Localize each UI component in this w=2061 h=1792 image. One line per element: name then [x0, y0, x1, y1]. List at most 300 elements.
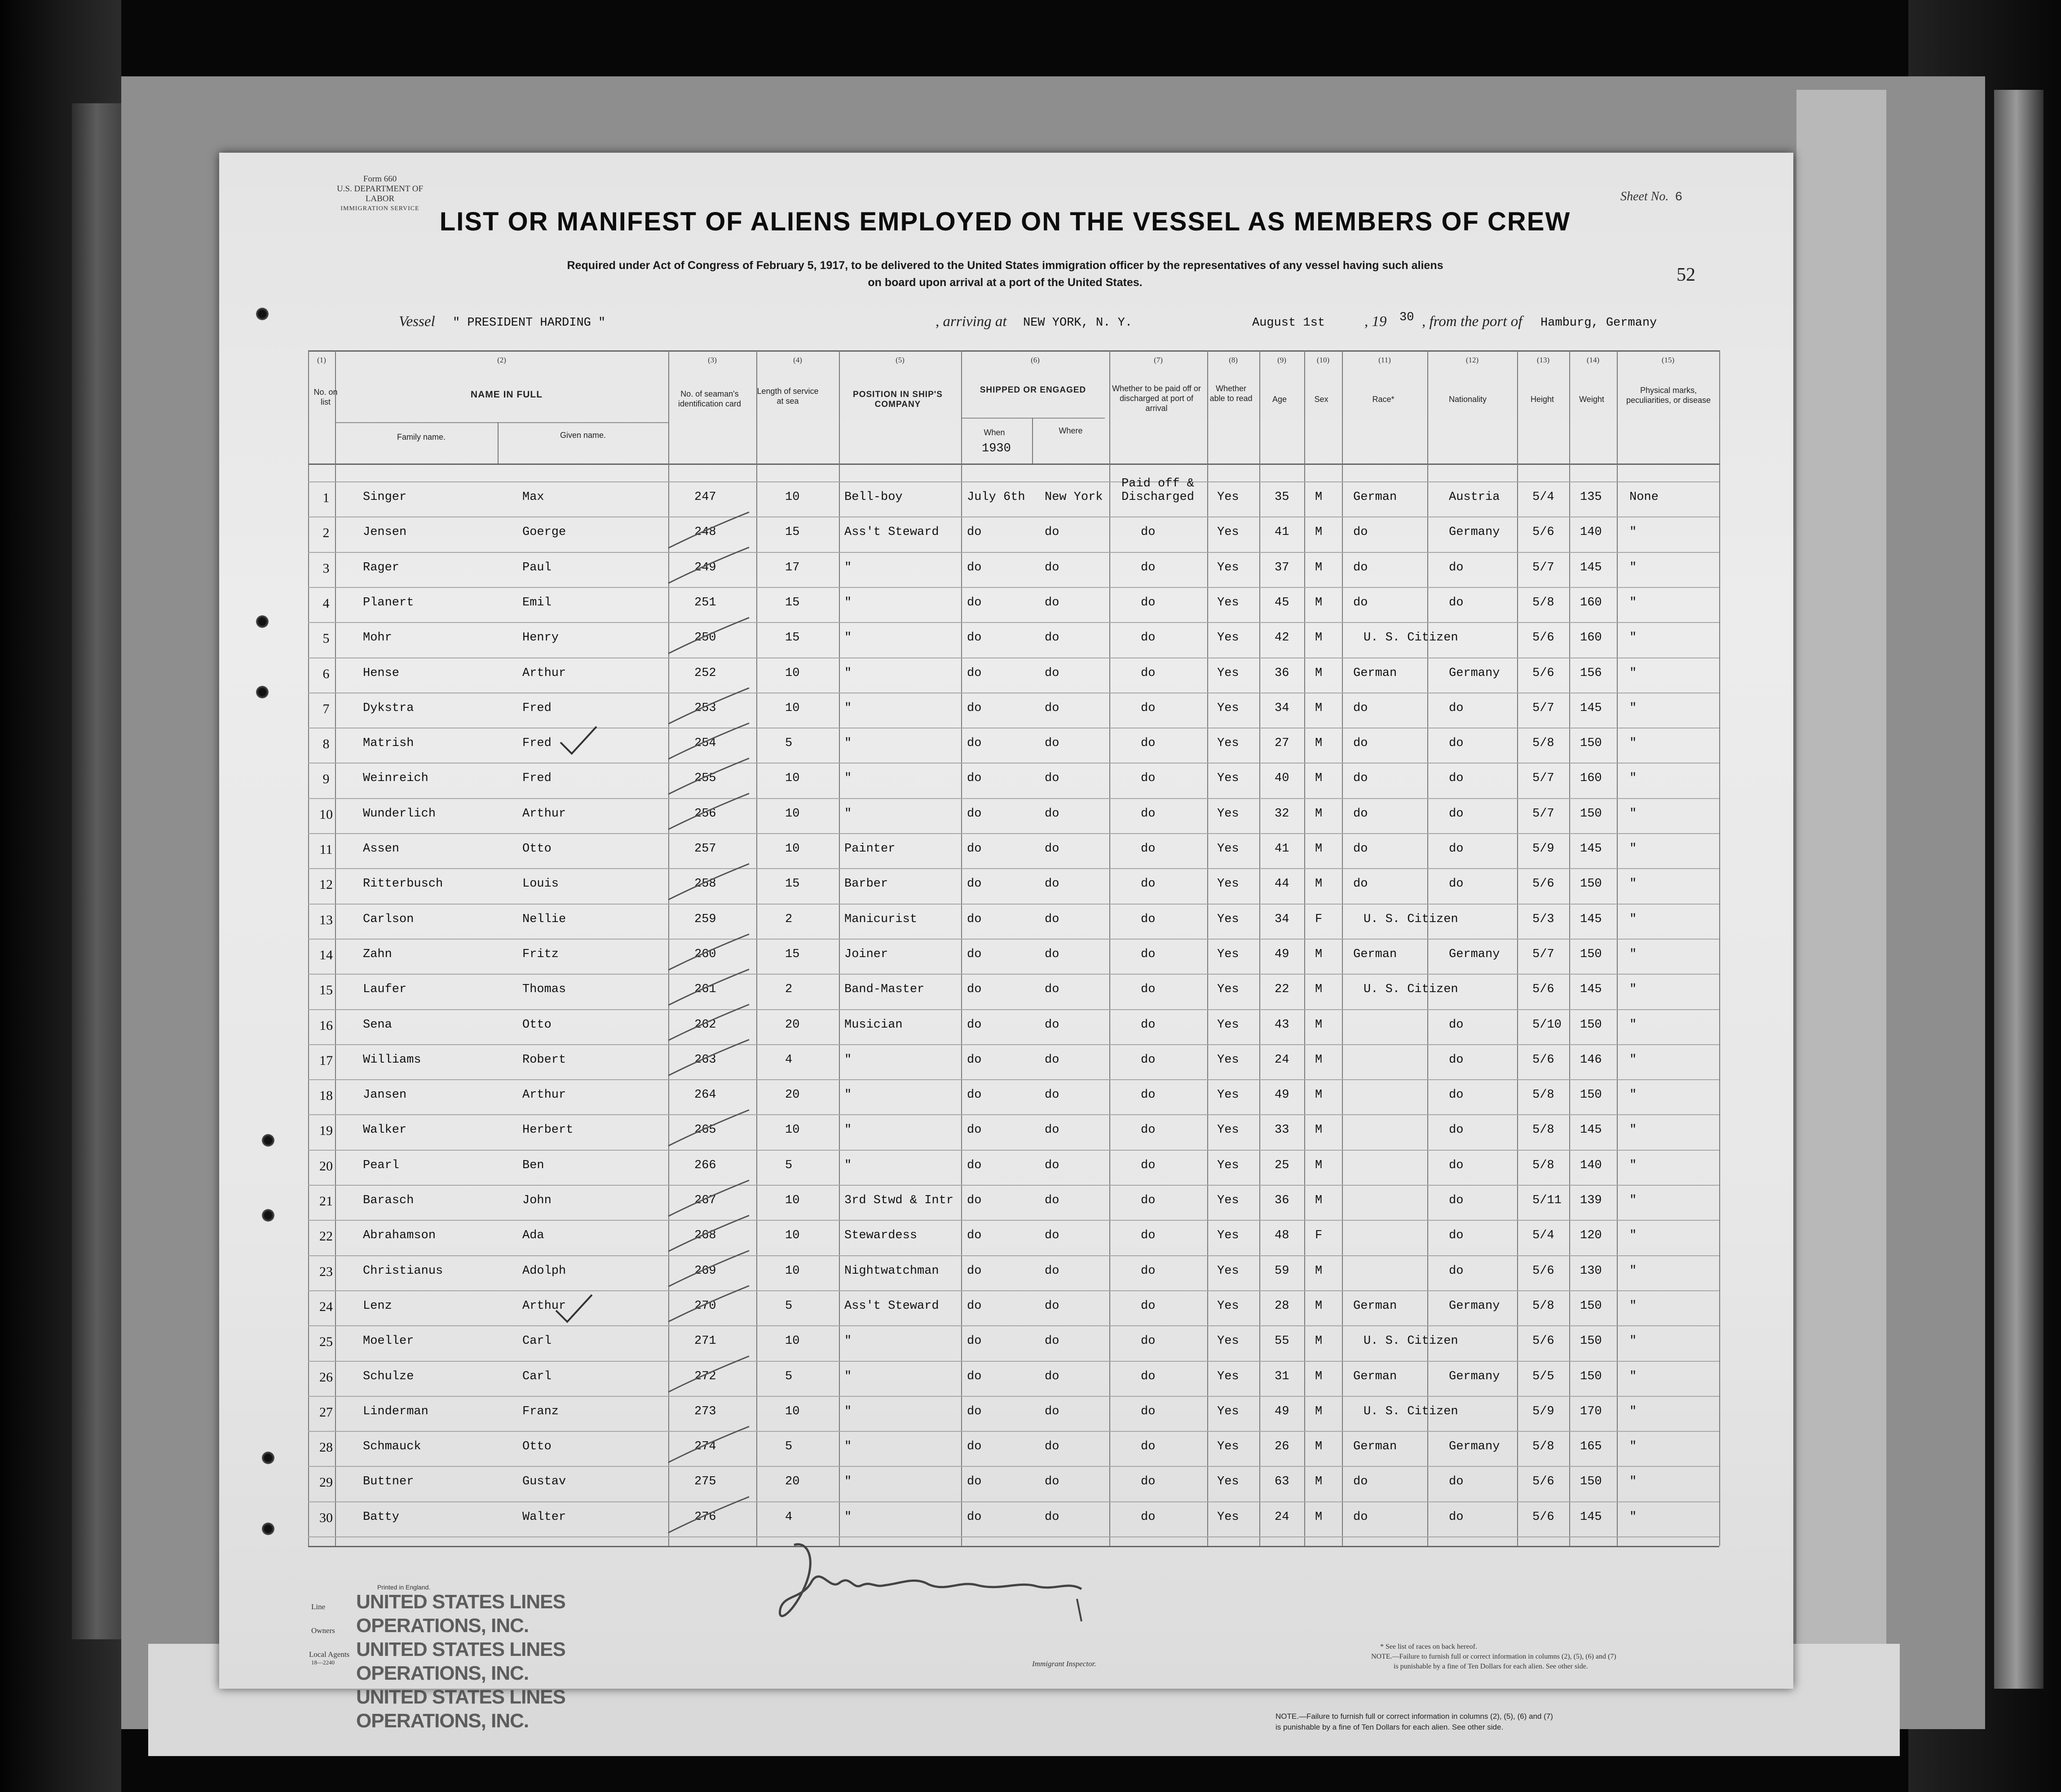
cell-weight: 135	[1580, 490, 1602, 504]
cell-given: Arthur	[522, 666, 566, 680]
underlying-sheet-right	[1796, 90, 1886, 1684]
cell-position: "	[844, 737, 852, 750]
cell-when: do	[967, 1264, 982, 1278]
cell-position: "	[844, 1088, 852, 1102]
cell-sex: M	[1315, 1510, 1323, 1524]
cell-sex: M	[1315, 877, 1323, 891]
cell-no: 5	[322, 631, 330, 646]
cell-when: do	[967, 1334, 982, 1348]
cell-weight: 160	[1580, 631, 1602, 644]
cell-weight: 150	[1580, 1370, 1602, 1383]
cell-when: do	[967, 1475, 982, 1488]
cell-no: 26	[319, 1370, 333, 1385]
header-when: When	[984, 428, 1005, 437]
cell-weight: 156	[1580, 666, 1602, 680]
cell-no: 28	[319, 1440, 333, 1455]
cell-read: Yes	[1217, 1334, 1239, 1348]
cell-height: 5/3	[1532, 913, 1554, 926]
cell-service: 15	[785, 631, 800, 644]
cell-given: Gustav	[522, 1475, 566, 1488]
cell-card: 262	[694, 1018, 716, 1032]
cell-age: 26	[1275, 1440, 1289, 1453]
column-number: (3)	[708, 356, 717, 364]
cell-paid: do	[1141, 1229, 1156, 1242]
cell-sex: M	[1315, 1053, 1323, 1067]
cell-where: do	[1045, 1299, 1059, 1313]
cell-race: do	[1353, 842, 1368, 856]
cell-weight: 120	[1580, 1229, 1602, 1242]
cell-service: 10	[785, 807, 800, 821]
cell-sex: M	[1315, 1405, 1323, 1418]
cell-age: 40	[1275, 772, 1289, 785]
cell-age: 25	[1275, 1159, 1289, 1172]
cell-sex: M	[1315, 807, 1323, 821]
column-number: (12)	[1465, 356, 1479, 364]
cell-height: 5/6	[1532, 1475, 1554, 1488]
underlying-note-line1: NOTE.—Failure to furnish full or correct information in columns (2), (5), (6) and (7)	[1275, 1712, 1553, 1721]
cell-race: do	[1353, 525, 1368, 539]
cell-no: 4	[322, 596, 330, 611]
cell-paid: do	[1141, 877, 1156, 891]
cell-card: 270	[694, 1299, 716, 1313]
cell-given: Goerge	[522, 525, 566, 539]
cell-nationality: do	[1449, 842, 1464, 856]
cell-sex: M	[1315, 1018, 1323, 1032]
cell-paid: do	[1141, 1264, 1156, 1278]
cell-height: 5/6	[1532, 1264, 1554, 1278]
cell-read: Yes	[1217, 702, 1239, 715]
cell-service: 20	[785, 1475, 800, 1488]
cell-height: 5/7	[1532, 772, 1554, 785]
cell-marks: "	[1629, 842, 1637, 856]
cell-read: Yes	[1217, 1194, 1239, 1207]
cell-nationality: do	[1449, 1053, 1464, 1067]
cell-where: do	[1045, 1229, 1059, 1242]
cell-card: 274	[694, 1440, 716, 1453]
cell-card: 258	[694, 877, 716, 891]
cell-given: Arthur	[522, 1088, 566, 1102]
cell-card: 253	[694, 702, 716, 715]
department-name: U.S. DEPARTMENT OF LABOR	[336, 184, 424, 203]
cell-where: do	[1045, 666, 1059, 680]
cell-family: Carlson	[363, 913, 414, 926]
cell-family: Hense	[363, 666, 400, 680]
cell-family: Wunderlich	[363, 807, 436, 821]
cell-sex: M	[1315, 666, 1323, 680]
cell-given: Henry	[522, 631, 559, 644]
cell-service: 15	[785, 948, 800, 961]
cell-paid: do	[1141, 948, 1156, 961]
cell-no: 20	[319, 1159, 333, 1174]
cell-family: Walker	[363, 1123, 407, 1137]
owners-label: Owners	[311, 1626, 335, 1635]
cell-family: Mohr	[363, 631, 392, 644]
cell-where: do	[1045, 1088, 1059, 1102]
underlying-note-line2: is punishable by a fine of Ten Dollars for each alien. See other side.	[1275, 1723, 1504, 1731]
cell-read: Yes	[1217, 1370, 1239, 1383]
cell-paid: do	[1141, 1334, 1156, 1348]
cell-service: 2	[785, 913, 793, 926]
header-age: Age	[1272, 395, 1287, 404]
arrival-date: August 1st	[1252, 316, 1325, 330]
cell-race: do	[1353, 1475, 1368, 1488]
cell-paid: do	[1141, 1018, 1156, 1032]
cell-card: 265	[694, 1123, 716, 1137]
cell-given: Thomas	[522, 983, 566, 996]
cell-paid: do	[1141, 983, 1156, 996]
cell-no: 21	[319, 1194, 333, 1209]
cell-height: 5/8	[1532, 1440, 1554, 1453]
cell-age: 34	[1275, 913, 1289, 926]
cell-card: 263	[694, 1053, 716, 1067]
header-height: Height	[1530, 395, 1554, 404]
cell-sex: M	[1315, 1123, 1323, 1137]
cell-sex: M	[1315, 948, 1323, 961]
cell-when: do	[967, 1123, 982, 1137]
inspector-signature	[767, 1532, 1171, 1644]
cell-nationality: Germany	[1449, 1299, 1500, 1313]
cell-sex: M	[1315, 1299, 1323, 1313]
cell-weight: 130	[1580, 1264, 1602, 1278]
cell-position: "	[844, 631, 852, 644]
cell-marks: "	[1629, 1440, 1637, 1453]
cell-age: 41	[1275, 525, 1289, 539]
cell-when: do	[967, 561, 982, 574]
cell-weight: 145	[1580, 983, 1602, 996]
cell-given: Nellie	[522, 913, 566, 926]
cell-age: 33	[1275, 1123, 1289, 1137]
cell-read: Yes	[1217, 1405, 1239, 1418]
cell-where: New York	[1045, 490, 1103, 504]
cell-sex: F	[1315, 1229, 1323, 1242]
cell-marks: "	[1629, 525, 1637, 539]
arriving-label: , arriving at	[936, 313, 1007, 330]
cell-paid: do	[1141, 737, 1156, 750]
cell-read: Yes	[1217, 1510, 1239, 1524]
cell-where: do	[1045, 877, 1059, 891]
cell-height: 5/7	[1532, 561, 1554, 574]
year-prefix: , 19	[1364, 313, 1387, 330]
cell-position: Ass't Steward	[844, 1299, 939, 1313]
cell-position: Musician	[844, 1018, 903, 1032]
cell-position: "	[844, 1334, 852, 1348]
cell-race: German	[1353, 490, 1397, 504]
header-race: Race*	[1372, 395, 1395, 404]
line-label: Line	[311, 1602, 326, 1611]
cell-when: do	[967, 666, 982, 680]
cell-given: Fritz	[522, 948, 559, 961]
cell-where: do	[1045, 913, 1059, 926]
cell-when: do	[967, 807, 982, 821]
column-number: (2)	[497, 356, 506, 364]
cell-read: Yes	[1217, 913, 1239, 926]
cell-paid: do	[1141, 525, 1156, 539]
cell-height: 5/8	[1532, 1088, 1554, 1102]
cell-nationality: do	[1449, 702, 1464, 715]
cell-age: 49	[1275, 948, 1289, 961]
cell-when: do	[967, 1510, 982, 1524]
cell-weight: 139	[1580, 1194, 1602, 1207]
cell-given: Walter	[522, 1510, 566, 1524]
cell-no: 24	[319, 1299, 333, 1314]
cell-age: 37	[1275, 561, 1289, 574]
cell-service: 15	[785, 525, 800, 539]
cell-marks: "	[1629, 948, 1637, 961]
cell-race: German	[1353, 1440, 1397, 1453]
cell-marks: "	[1629, 1123, 1637, 1137]
cell-weight: 146	[1580, 1053, 1602, 1067]
cell-service: 5	[785, 737, 793, 750]
column-number: (4)	[793, 356, 802, 364]
cell-read: Yes	[1217, 490, 1239, 504]
cell-card: 261	[694, 983, 716, 996]
form-reference: 18—2240	[311, 1659, 335, 1666]
cell-marks: "	[1629, 807, 1637, 821]
cell-nationality: do	[1449, 1475, 1464, 1488]
check-stroke	[668, 1356, 749, 1392]
printed-in-note: Printed in England.	[377, 1584, 431, 1591]
fine-note	[1371, 1642, 1730, 1672]
column-number: (10)	[1316, 356, 1330, 364]
cell-height: 5/8	[1532, 737, 1554, 750]
cell-height: 5/6	[1532, 877, 1554, 891]
cell-height: 5/6	[1532, 983, 1554, 996]
cell-no: 23	[319, 1264, 333, 1279]
check-stroke	[668, 864, 749, 900]
cell-card: 275	[694, 1475, 716, 1488]
cell-marks: "	[1629, 1334, 1637, 1348]
cell-no: 12	[319, 877, 333, 892]
cell-paid: do	[1141, 1194, 1156, 1207]
cell-marks: "	[1629, 666, 1637, 680]
cell-paid: do	[1141, 596, 1156, 609]
cell-given: Max	[522, 490, 544, 504]
cell-age: 55	[1275, 1334, 1289, 1348]
cell-sex: M	[1315, 561, 1323, 574]
cell-sex: M	[1315, 1159, 1323, 1172]
underlying-sheet-note	[1275, 1711, 1770, 1733]
cell-card: 266	[694, 1159, 716, 1172]
cell-read: Yes	[1217, 983, 1239, 996]
page-number: 52	[1677, 265, 1695, 285]
cell-weight: 145	[1580, 1123, 1602, 1137]
cell-marks: "	[1629, 596, 1637, 609]
cell-where: do	[1045, 1264, 1059, 1278]
cell-no: 15	[319, 983, 333, 998]
cell-when: do	[967, 1159, 982, 1172]
cell-no: 17	[319, 1053, 333, 1068]
cell-service: 10	[785, 666, 800, 680]
check-stroke	[668, 1426, 749, 1462]
column-number: (6)	[1031, 356, 1040, 364]
cell-service: 5	[785, 1440, 793, 1453]
cell-service: 15	[785, 596, 800, 609]
cell-family: Schulze	[363, 1370, 414, 1383]
cell-nationality: Germany	[1449, 525, 1500, 539]
cell-race: do	[1353, 737, 1368, 750]
cell-family: Laufer	[363, 983, 407, 996]
cell-marks: "	[1629, 913, 1637, 926]
cell-nationality: do	[1449, 596, 1464, 609]
header-year-written: 1930	[982, 442, 1011, 455]
cell-service: 10	[785, 842, 800, 856]
cell-age: 49	[1275, 1088, 1289, 1102]
cell-card: 251	[694, 596, 716, 609]
cell-when: do	[967, 1299, 982, 1313]
cell-position: 3rd Stwd & Intr	[844, 1194, 954, 1207]
form-number: Form 660	[363, 174, 397, 184]
cell-height: 5/7	[1532, 807, 1554, 821]
cell-height: 5/6	[1532, 1334, 1554, 1348]
cell-when: do	[967, 877, 982, 891]
from-label: , from the port of	[1422, 313, 1523, 330]
cell-height: 5/9	[1532, 1405, 1554, 1418]
cell-nationality: do	[1449, 1510, 1464, 1524]
cell-no: 14	[319, 948, 333, 962]
cell-card: 267	[694, 1194, 716, 1207]
cell-family: Weinreich	[363, 772, 428, 785]
cell-age: 24	[1275, 1510, 1289, 1524]
cell-card: 255	[694, 772, 716, 785]
cell-sex: M	[1315, 1475, 1323, 1488]
check-stroke	[668, 547, 749, 583]
cell-read: Yes	[1217, 666, 1239, 680]
cell-card: 271	[694, 1334, 716, 1348]
cell-paid: do	[1141, 1053, 1156, 1067]
cell-race: do	[1353, 877, 1368, 891]
cell-sex: M	[1315, 490, 1323, 504]
cell-when: July 6th	[967, 490, 1025, 504]
cell-service: 10	[785, 1123, 800, 1137]
cell-position: Bell-boy	[844, 490, 903, 504]
race-note: * See list of races on back hereof.	[1380, 1643, 1477, 1651]
cell-height: 5/8	[1532, 1123, 1554, 1137]
cell-when: do	[967, 842, 982, 856]
cell-read: Yes	[1217, 1475, 1239, 1488]
cell-nationality: Germany	[1449, 948, 1500, 961]
cell-where: do	[1045, 1053, 1059, 1067]
cell-paid: do	[1141, 561, 1156, 574]
check-stroke	[668, 512, 749, 548]
cell-nationality: do	[1449, 877, 1464, 891]
cell-read: Yes	[1217, 948, 1239, 961]
cell-race: do	[1353, 772, 1368, 785]
cell-service: 4	[785, 1510, 793, 1524]
cell-service: 5	[785, 1159, 793, 1172]
cell-no: 30	[319, 1510, 333, 1525]
cell-family: Planert	[363, 596, 414, 609]
cell-no: 13	[319, 913, 333, 927]
arriving-port: NEW YORK, N. Y.	[1023, 316, 1133, 330]
header-able-to-read: Whether able to read	[1209, 384, 1253, 403]
cell-service: 10	[785, 702, 800, 715]
cell-paid: do	[1141, 1440, 1156, 1453]
cell-sex: M	[1315, 1440, 1323, 1453]
cell-no: 2	[322, 525, 330, 540]
cell-weight: 150	[1580, 807, 1602, 821]
check-stroke	[668, 1497, 749, 1533]
cell-paid: do	[1141, 702, 1156, 715]
cell-where: do	[1045, 596, 1059, 609]
cell-weight: 150	[1580, 948, 1602, 961]
check-stroke	[668, 1286, 749, 1322]
cell-weight: 150	[1580, 1475, 1602, 1488]
header-weight: Weight	[1579, 395, 1604, 404]
cell-height: 5/6	[1532, 525, 1554, 539]
cell-where: do	[1045, 1370, 1059, 1383]
cell-position: "	[844, 596, 852, 609]
cell-family: Singer	[363, 490, 407, 504]
cell-marks: "	[1629, 702, 1637, 715]
cell-no: 27	[319, 1405, 333, 1420]
cell-service: 10	[785, 490, 800, 504]
cell-race: do	[1353, 596, 1368, 609]
cell-given: Otto	[522, 1440, 552, 1453]
cell-card: 276	[694, 1510, 716, 1524]
cell-age: 43	[1275, 1018, 1289, 1032]
cell-when: do	[967, 913, 982, 926]
cell-given: Louis	[522, 877, 559, 891]
cell-height: 5/8	[1532, 1159, 1554, 1172]
cell-where: do	[1045, 807, 1059, 821]
cell-paid: do	[1141, 1475, 1156, 1488]
cell-family: Schmauck	[363, 1440, 421, 1453]
cell-paid: do	[1141, 666, 1156, 680]
cell-nationality: do	[1449, 1194, 1464, 1207]
cell-nationality: do	[1449, 1018, 1464, 1032]
cell-marks: None	[1629, 490, 1659, 504]
cell-card: 252	[694, 666, 716, 680]
cell-no: 6	[322, 666, 330, 681]
cell-no: 10	[319, 807, 333, 822]
cell-no: 22	[319, 1229, 333, 1244]
cell-marks: "	[1629, 1405, 1637, 1418]
tick-mark	[556, 1295, 592, 1322]
cell-position: Stewardess	[844, 1229, 918, 1242]
cell-read: Yes	[1217, 1299, 1239, 1313]
cell-read: Yes	[1217, 737, 1239, 750]
cell-given: Fred	[522, 737, 552, 750]
cell-position: "	[844, 1475, 852, 1488]
cell-race: U. S. Citizen	[1364, 1405, 1458, 1418]
cell-service: 10	[785, 772, 800, 785]
cell-given: Arthur	[522, 807, 566, 821]
check-stroke	[668, 934, 749, 970]
cell-where: do	[1045, 772, 1059, 785]
cell-when: do	[967, 1440, 982, 1453]
cell-height: 5/6	[1532, 1053, 1554, 1067]
check-stroke	[668, 618, 749, 653]
cell-read: Yes	[1217, 842, 1239, 856]
cell-where: do	[1045, 525, 1059, 539]
check-stroke	[668, 1005, 749, 1041]
cell-when: do	[967, 631, 982, 644]
cell-service: 15	[785, 877, 800, 891]
cell-family: Williams	[363, 1053, 421, 1067]
header-where: Where	[1059, 426, 1083, 435]
cell-position: Manicurist	[844, 913, 918, 926]
cell-where: do	[1045, 1510, 1059, 1524]
cell-read: Yes	[1217, 596, 1239, 609]
cell-when: do	[967, 737, 982, 750]
manifest-sheet	[219, 153, 1793, 1732]
cell-no: 7	[322, 702, 330, 716]
cell-marks: "	[1629, 877, 1637, 891]
cell-position: "	[844, 1123, 852, 1137]
cell-nationality: do	[1449, 1088, 1464, 1102]
cell-sex: M	[1315, 631, 1323, 644]
cell-race: U. S. Citizen	[1364, 631, 1458, 644]
